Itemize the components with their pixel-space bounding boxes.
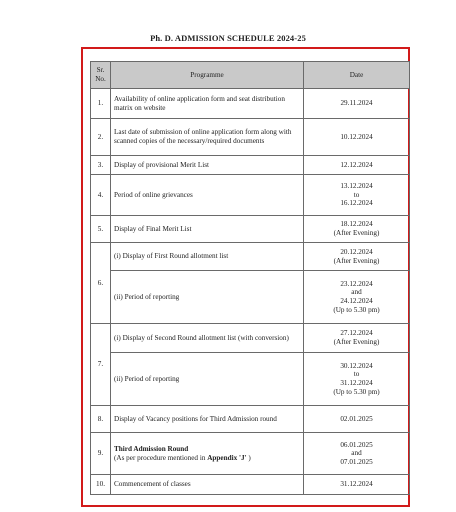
programme-note — [114, 454, 300, 463]
date-cell — [304, 216, 410, 243]
sr-cell: 9. — [91, 433, 111, 475]
header-date: Date — [304, 62, 410, 89]
date-cell — [304, 324, 410, 353]
date-line: 23.12.2024 — [340, 279, 373, 288]
programme-cell: Display of Final Merit List — [111, 216, 304, 243]
page-title: Ph. D. ADMISSION SCHEDULE 2024-25 — [150, 33, 306, 43]
date-cell: 31.12.2024 — [304, 475, 410, 495]
sr-cell: 8. — [91, 406, 111, 433]
table-row — [91, 243, 410, 271]
table-row — [91, 216, 410, 243]
date-line: (After Evening) — [333, 256, 380, 265]
date-line: 27.12.2024 — [340, 329, 373, 338]
date-cell — [304, 353, 410, 406]
sr-cell: 7. — [91, 324, 111, 406]
schedule-sheet — [90, 61, 409, 495]
table-header-row — [91, 62, 410, 89]
programme-cell: Commencement of classes — [111, 475, 304, 495]
table-row — [91, 406, 410, 433]
table-row — [91, 475, 410, 495]
appendix-ref: Appendix 'J' — [207, 453, 247, 462]
table-row — [91, 271, 410, 324]
sr-cell: 4. — [91, 175, 111, 216]
date-line: 24.12.2024 — [340, 297, 373, 305]
date-line: to — [353, 190, 360, 199]
programme-cell: (ii) Period of reporting — [111, 353, 304, 406]
date-line: to — [353, 370, 360, 379]
programme-cell: (ii) Period of reporting — [111, 271, 304, 324]
programme-cell: (i) Display of Second Round allotment list (with conversion) — [111, 324, 304, 353]
programme-cell: Period of online grievances — [111, 175, 304, 216]
date-line: 30.12.2024 — [340, 361, 373, 370]
date-line: 07.01.2025 — [340, 457, 373, 466]
date-line: 31.12.2024 — [340, 379, 373, 387]
sr-cell: 10. — [91, 475, 111, 495]
schedule-table — [90, 61, 410, 495]
sr-cell: 3. — [91, 156, 111, 175]
date-line: 06.01.2025 — [340, 440, 373, 449]
programme-cell: (i) Display of First Round allotment list — [111, 243, 304, 271]
table-row — [91, 89, 410, 119]
date-line: (After Evening) — [333, 338, 380, 346]
date-cell — [304, 271, 410, 324]
note-text: (As per procedure mentioned in — [114, 453, 208, 462]
table-row — [91, 353, 410, 406]
table-row — [91, 119, 410, 156]
date-cell: 02.01.2025 — [304, 406, 410, 433]
date-line: 20.12.2024 — [340, 247, 373, 256]
header-sr: Sr. No. — [91, 62, 111, 89]
date-cell: 12.12.2024 — [304, 156, 410, 175]
programme-cell — [111, 433, 304, 475]
table-row — [91, 156, 410, 175]
table-row — [91, 175, 410, 216]
date-line: 16.12.2024 — [340, 199, 373, 208]
date-line: and — [351, 449, 362, 458]
header-programme: Programme — [111, 62, 304, 89]
date-line: 13.12.2024 — [340, 182, 373, 191]
date-line: and — [351, 288, 362, 297]
date-cell — [304, 433, 410, 475]
programme-cell: Last date of submission of online application form along with scanned copies of the necessary/required documents — [111, 119, 304, 156]
date-cell: 10.12.2024 — [304, 119, 410, 156]
sr-cell: 5. — [91, 216, 111, 243]
programme-cell: Display of provisional Merit List — [111, 156, 304, 175]
note-text-end: ) — [246, 453, 251, 462]
sr-cell: 1. — [91, 89, 111, 119]
table-row — [91, 433, 410, 475]
programme-heading: Third Admission Round — [114, 444, 189, 453]
date-line: 18.12.2024 — [340, 220, 373, 229]
table-row — [91, 324, 410, 353]
date-cell — [304, 243, 410, 271]
sr-cell: 2. — [91, 119, 111, 156]
date-cell: 29.11.2024 — [304, 89, 410, 119]
sr-cell: 6. — [91, 243, 111, 324]
programme-cell: Availability of online application form and seat distribution matrix on website — [111, 89, 304, 119]
date-line: (Up to 5.30 pm) — [333, 305, 380, 314]
date-line: (After Evening) — [333, 229, 380, 237]
programme-cell: Display of Vacancy positions for Third Admission round — [111, 406, 304, 433]
date-line: (Up to 5.30 pm) — [333, 387, 380, 396]
date-cell — [304, 175, 410, 216]
